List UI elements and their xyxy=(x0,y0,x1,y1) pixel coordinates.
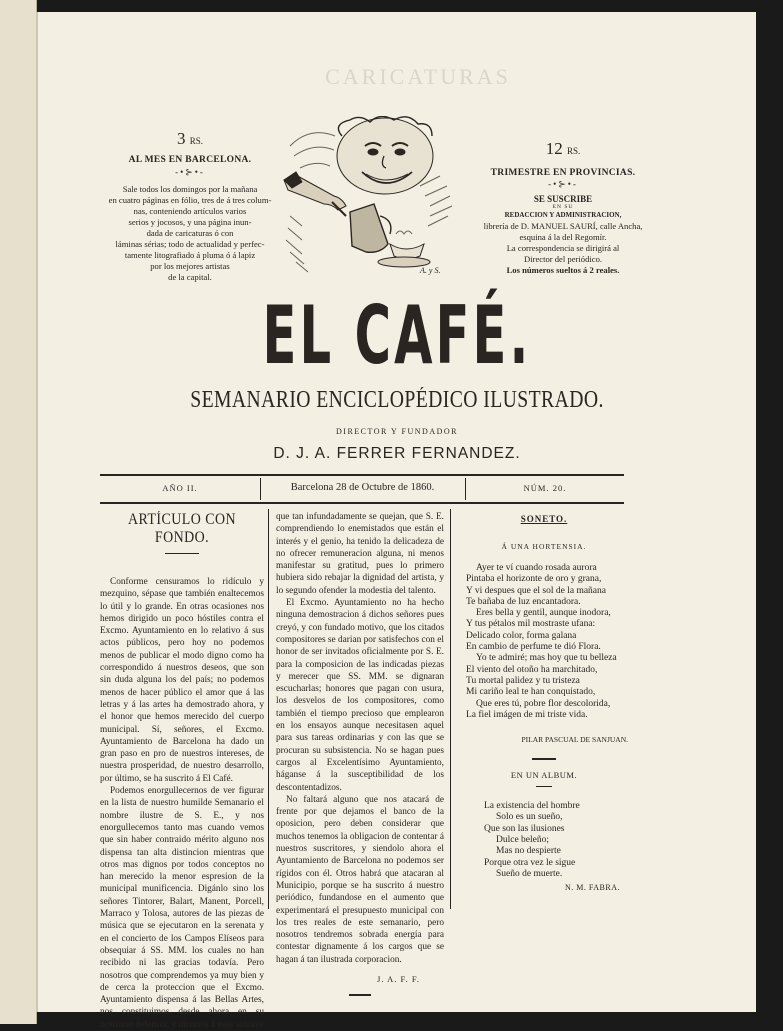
article-end-rule xyxy=(349,994,371,996)
article-column-2 xyxy=(276,511,444,996)
article-heading: ARTÍCULO CON FONDO. xyxy=(127,511,237,546)
number-label: NÚM. 20. xyxy=(523,483,567,493)
article-column-1 xyxy=(100,511,264,1031)
article-paragraph: El Excmo. Ayuntamiento no ha hecho ninguna demostracion á dichos señores pues creyó, y con fundado motivo, que los citados compositores se darian por satisfechos con el honor de ser invitados oficialmente por S. E. para la composicion de las indicadas piezas y merecer que SS. MM. se dignaran escucharlas; honores que pagan con usura, los desvelos de los compositores, como también el tiempo precioso que emplearon en los ensayos aunque necesitasen aquel para sus tareas ordinarias y con las que se procuran su subsistencia. No se hagan pues cargos al Excelentísimo Ayuntamiento, háganse á la susceptibilidad de los descontentadizos. xyxy=(276,598,444,793)
right-ornament: -•⊱•- xyxy=(548,179,578,189)
director-name: D. J. A. FERRER FERNANDEZ. xyxy=(273,445,521,462)
coffee-pot-illustration xyxy=(280,116,460,286)
left-description: Sale todos los domingos por la mañana en cuatro páginas en fólio, tres de á tres colum- nas, conteniendo artículos varios serios y jocosos, y una página inun- dada de caricaturas ó con láminas sérias; todo de actualidad y perfec- tamente litografiado á pluma ó á lapiz por los mejores artistas de la capital. xyxy=(108,184,272,282)
article-paragraph: No faltará alguno que nos atacará de frente por que dejamos el banco de la oposicion, pero deben considerar que muchos tenemos la obligacion de contentar á nuestros suscritores, y siendolo ahora el Ayuntamiento de Barcelona no podemos ser rígidos con él. Otros habrá que atacaran al Municipio, porque se ha suscrito á nuestro periódico, fundandose en el aumento que experimentará el presupuesto municipal con los tres reales de este semanario, pero nosotros tendremos sobrada energía para contestar dignamente á los cargos que se hagan á tan ilustrada corporacion. xyxy=(276,794,444,965)
right-period: TRIMESTRE EN PROVINCIAS. xyxy=(490,168,636,178)
article-paragraph: Conforme censuramos lo ridículo y mezquino, sépase que también enaltecemos lo útil y lo grande. En otras ocasiones nos hemos dirigido un poco hóstiles contra el Excmo. Ayuntamiento en lo relativo á sus actos públicos, pero hoy no podemos menos de publicar el modo digno como ha correspondido á nuestros deseos, que son sin duda alguna los del país; no podemos menos de hacer público el amor que á las letras y á las artes ha demostrado ahora, y el honor que hemos merecido del cuerpo municipal. Sí, señores, el Excmo. Ayuntamiento de Barcelona ha dado un gran paso en pro de nuestros intereses, de nuestra prosperidad, de nuestro desarrollo, por último, se ha suscrito á El Café. xyxy=(100,577,264,784)
sonnet-dedication: Á UNA HORTENSIA. xyxy=(501,542,587,551)
poem-separator xyxy=(532,758,556,760)
date-bar-top-rule xyxy=(100,474,624,476)
left-price: 3 RS. xyxy=(176,129,203,148)
right-description: REDACCION Y ADMINISTRACION, librería de D. MANUEL SAURÍ, calle Ancha, esquina á la del Regomír. La correspondencia se dirigirá al Director del periódico. Los números sueltos á 2 reales. xyxy=(483,211,643,275)
article-col1-text xyxy=(100,576,264,1031)
subscribe-label: SE SUSCRIBE xyxy=(533,194,593,204)
year-label: AÑO II. xyxy=(162,483,198,493)
article-col2-text xyxy=(276,511,444,966)
right-info-box xyxy=(458,140,668,276)
right-price: 12 RS. xyxy=(545,139,581,158)
album-title-rule xyxy=(536,786,552,787)
article-paragraph: Podemos enorgullecernos de ver figurar en la lista de nuestro humilde Semanario el nombre ilustre de S. E., y nos enorgullecemos tanto mas cuando vemos que sin haber contraido mérito alguno nos dispensa tan alta distincion mientras que otros mas dignos por todos conceptos no han merecido la menor espresion de la municipal munificencia. Digánlo sino los señores Tintorer, Balart, Manent, Porcell, Marraco y Tolosa, autores de las piezas de música que se ejecutaron en la serenata y en el concierto de los Campos Elíseos para obsequiar á SS. MM. los cuales no han recibido ni las gracias todavía. Pero nosotros que comprendemos ya muy bien y de cerca la proteccion que el Excmo. Ayuntamiento dispensa á las Bellas Artes, nos constituimos desde ahora en su acérrimo defensor, y diremos á esos señores xyxy=(100,786,264,1030)
heading-rule xyxy=(165,553,199,554)
album-title: EN UN ALBUM. xyxy=(510,770,578,781)
left-period: AL MES EN BARCELONA. xyxy=(128,155,252,165)
album-author: N. M. FABRA. xyxy=(565,883,620,893)
article-signature: J. A. F. F. xyxy=(377,973,420,984)
newspaper-page xyxy=(36,12,756,1030)
newspaper-title: EL CAFÉ. xyxy=(262,289,532,382)
column-divider-1 xyxy=(268,509,269,909)
sonnet-author: PILAR PASCUAL DE SANJUAN. xyxy=(521,735,628,745)
faded-bleed-text: CARICATURAS xyxy=(325,64,511,89)
subtitle: SEMANARIO ENCICLOPÉDICO ILUSTRADO. xyxy=(190,387,604,413)
sonnet-title: SONETO. xyxy=(520,514,568,524)
date-label: Barcelona 28 de Octubre de 1860. xyxy=(290,482,435,493)
poems-column xyxy=(456,514,632,892)
facing-page-edge xyxy=(0,0,37,1024)
date-bar-bottom-rule xyxy=(100,502,624,504)
article-paragraph: que tan infundadamente se quejan, que S. E. comprendiendo lo enemistados que están el interés y el genio, ha tenido la delicadeza de no ofrecer remuneracion alguna, ni menos manifestar su gratitud, pues lo primero hubiera sido rebajar la dignidad del artista, y lo segundo ofender la modestia del talento. xyxy=(276,512,444,596)
left-ornament: -•⊱•- xyxy=(175,167,205,177)
illustration-signature: A. y S. xyxy=(420,266,441,275)
en-su-label: EN SU xyxy=(552,204,574,210)
album-text: La existencia del hombre Solo es un sueño, Que son las ilusiones Dulce beleño; Mas no despierte Porque otra vez le sigue Sueño de muerte. xyxy=(484,801,580,879)
director-label: DIRECTOR Y FUNDADOR xyxy=(336,427,458,436)
left-info-box xyxy=(100,130,280,283)
sonnet-text: Ayer te ví cuando rosada aurora Pintaba el horizonte de oro y grana, Y vi despues que el sol de la mañana Te bañaba de luz encantadora. Eres bella y gentil, aunque inodora, Y tus pétalos mil mostraste ufana: Delicado color, forma galana En cambio de perfume te dió Flora. Yo te admiré; mas hoy que tu belleza El viento del otoño ha marchitado, Tu mortal palidez y tu tristeza Mi cariño leal te han conquistado, Que eres tú, pobre flor descolorida, La fiel imágen de mi triste vida. xyxy=(466,563,617,720)
coffee-caricature-icon xyxy=(280,116,460,286)
title-wrap xyxy=(38,289,756,382)
column-divider-2 xyxy=(450,509,451,909)
